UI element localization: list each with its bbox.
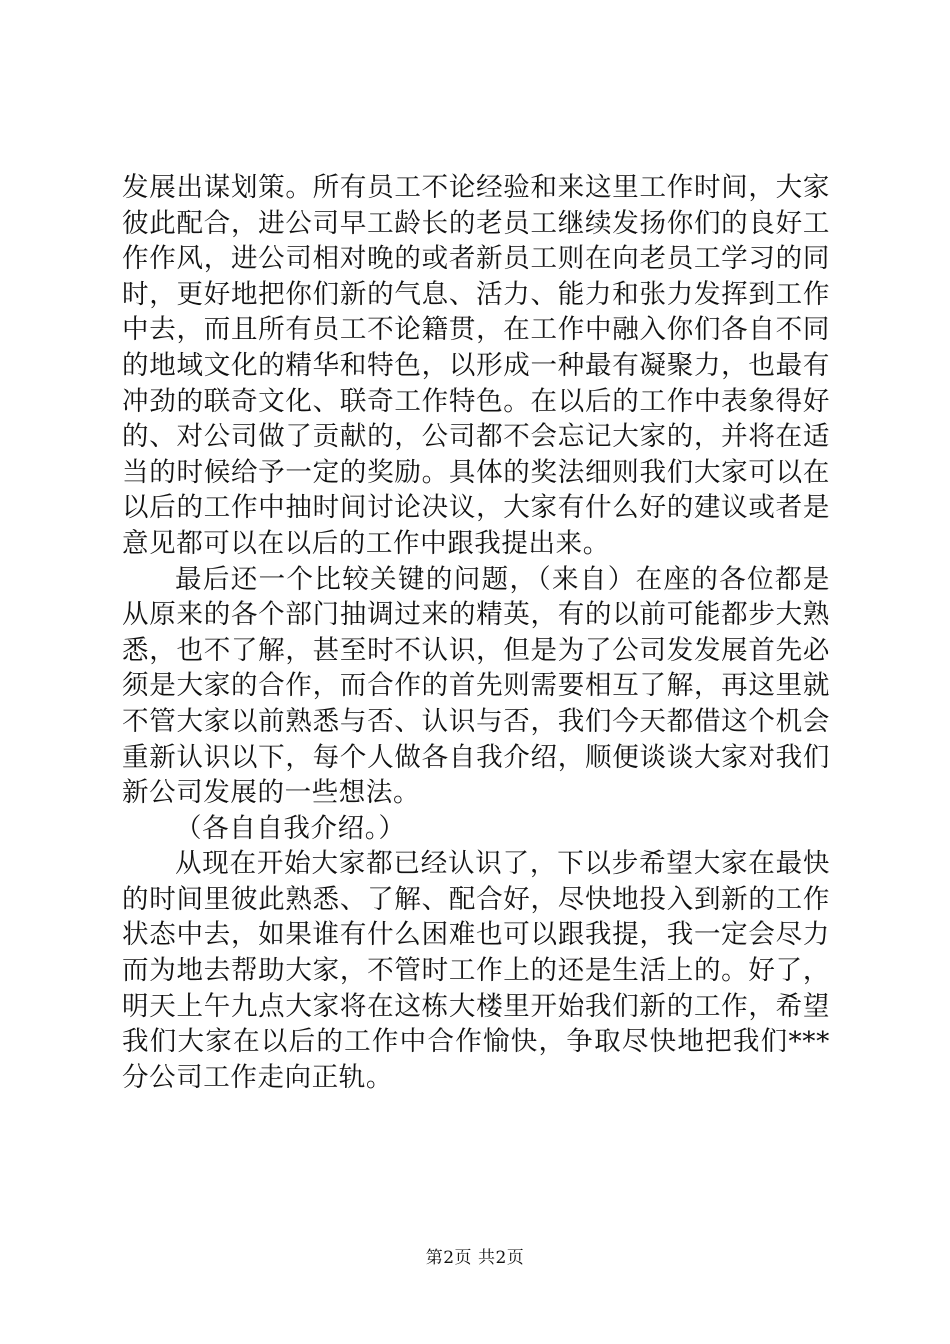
paragraph-closing: 从现在开始大家都已经认识了，下以步希望大家在最快的时间里彼此熟悉、了解、配合好，尽快地投入到新的工作状态中去，如果谁有什么困难也可以跟我提，我一定会尽力而为地去帮助大家，不管时工作上的还是生活上的。好了，明天上午九点大家将在这栋大楼里开始我们新的工作，希望我们大家在以后的工作中合作愉快，争取尽快地把我们***分公司工作走向正轨。: [122, 848, 830, 1093]
paragraph-continuation: 发展出谋划策。所有员工不论经验和来这里工作时间，大家彼此配合，进公司早工龄长的老员工继续发扬你们的良好工作作风，进公司相对晚的或者新员工则在向老员工学习的同时，更好地把你们新的气息、活力、能力和张力发挥到工作中去，而且所有员工不论籍贯，在工作中融入你们各自不同的地域文化的精华和特色，以形成一种最有凝聚力，也最有冲劲的联奇文化、联奇工作特色。在以后的工作中表象得好的、对公司做了贡献的，公司都不会忘记大家的，并将在适当的时候给予一定的奖励。具体的奖法细则我们大家可以在以后的工作中抽时间讨论决议，大家有什么好的建议或者是意见都可以在以后的工作中跟我提出来。: [122, 172, 830, 559]
paragraph-self-intro-note: （各自自我介绍。）: [175, 812, 406, 844]
paragraph-introductions: 最后还一个比较关键的问题，（来自）在座的各位都是从原来的各个部门抽调过来的精英，有的以前可能都步大熟悉，也不了解，甚至时不认识，但是为了公司发发展首先必须是大家的合作，而合作的首先则需要相互了解，再这里就不管大家以前熟悉与否、认识与否，我们今天都借这个机会重新认识以下，每个人做各自我介绍，顺便谈谈大家对我们新公司发展的一些想法。: [122, 563, 830, 809]
document-body: [122, 170, 830, 1095]
page-footer: 第2页 共2页: [425, 1248, 525, 1268]
